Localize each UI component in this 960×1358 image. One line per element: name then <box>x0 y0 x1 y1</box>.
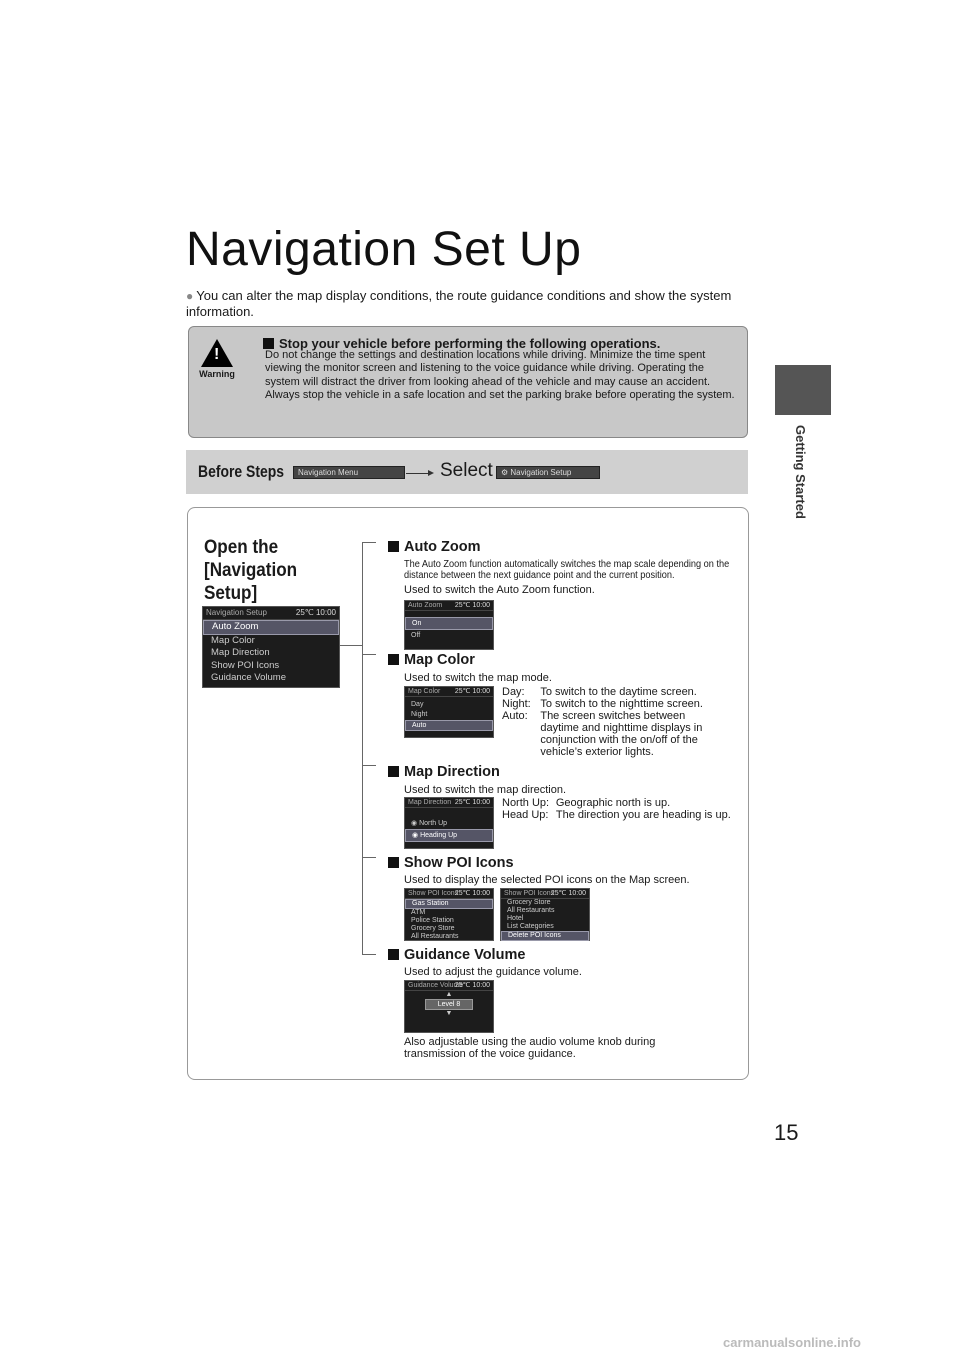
poi-screen-1: Show POI Icons 25℃ 10:00 Gas Station ATM Police Station Grocery Store All Restaurants <box>404 888 494 941</box>
guidance-volume-screen: Guidance Volume 25℃ 10:00 ▲ Level 8 ▼ <box>404 980 494 1033</box>
warning-heading: Stop your vehicle before performing the following operations. <box>263 336 660 351</box>
connector-line <box>340 645 362 646</box>
heading-up-option[interactable]: ◉ Heading Up <box>405 829 493 842</box>
menu-auto-zoom[interactable]: Auto Zoom <box>203 620 339 635</box>
auto-zoom-on-option[interactable]: On <box>405 617 493 630</box>
poi-all-restaurants[interactable]: All Restaurants <box>411 933 459 940</box>
screen-time: 25℃ 10:00 <box>295 608 336 617</box>
auto-zoom-off-option[interactable]: Off <box>411 632 421 639</box>
map-direction-heading: Map Direction <box>388 764 500 780</box>
poi-grocery-store[interactable]: Grocery Store <box>411 925 455 932</box>
before-steps-label: Before Steps <box>198 462 284 481</box>
poi-list-categories[interactable]: List Categories <box>507 923 554 930</box>
connector-line <box>362 542 376 543</box>
guidance-volume-heading: Guidance Volume <box>388 947 525 963</box>
square-bullet-icon <box>388 857 399 868</box>
warning-box <box>188 326 748 438</box>
auto-zoom-screen: Auto Zoom 25℃ 10:00 On Off <box>404 600 494 650</box>
select-label: Select <box>440 460 493 481</box>
auto-zoom-description: The Auto Zoom function automatically switches the map scale depending on the distance between the next guidance point and the current position. <box>404 559 730 581</box>
navigation-menu-chip: Navigation Menu <box>293 466 405 479</box>
screen-title: Navigation Setup <box>206 608 267 617</box>
auto-zoom-usage: Used to switch the Auto Zoom function. <box>404 584 595 596</box>
map-direction-screen: Map Direction 25℃ 10:00 ◉ North Up ◉ Heading Up <box>404 797 494 849</box>
square-bullet-icon <box>263 338 274 349</box>
compass-icon: ◉ <box>412 832 421 839</box>
connector-line <box>362 954 376 955</box>
navigation-setup-chip: ⚙ Navigation Setup <box>496 466 600 479</box>
map-color-usage: Used to switch the map mode. <box>404 672 552 684</box>
bullet-icon: ● <box>186 289 194 303</box>
map-color-heading: Map Color <box>388 652 475 668</box>
navigation-setup-screen <box>202 606 340 688</box>
warning-body: Do not change the settings and destination locations while driving. Minimize the time spent viewing the monitor screen and listening to the voice guidance while driving. Operating the system will distract the driver from looking ahead of the vehicle and may cause an accident. Always stop the vehicle in a safe location and set the parking brake before operating the system. <box>265 349 735 401</box>
warning-label: Warning <box>199 369 235 379</box>
menu-show-poi-icons[interactable]: Show POI Icons <box>211 659 280 671</box>
poi-hotel[interactable]: Hotel <box>507 915 524 922</box>
volume-level: Level 8 <box>425 999 473 1010</box>
poi-screen-2: Show POI Icons 25℃ 10:00 Grocery Store All Restaurants Hotel List Categories Delete POI Icons <box>500 888 590 941</box>
poi-grocery-store[interactable]: Grocery Store <box>507 899 551 906</box>
square-bullet-icon <box>388 766 399 777</box>
connector-line <box>362 857 376 858</box>
guidance-volume-usage: Used to adjust the guidance volume. <box>404 966 582 978</box>
intro-text: ● You can alter the map display conditions, the route guidance conditions and show the system information. <box>186 288 732 319</box>
page-title: Navigation Set Up <box>186 223 582 276</box>
map-direction-options: North Up: Geographic north is up. Head Up: The direction you are heading is up. <box>502 797 731 821</box>
connector-line <box>362 765 376 766</box>
page-number: 15 <box>774 1120 799 1145</box>
map-color-night-option[interactable]: Night <box>411 711 428 718</box>
menu-map-direction[interactable]: Map Direction <box>211 647 270 658</box>
content-panel <box>187 507 749 1080</box>
menu-map-color[interactable]: Map Color <box>211 634 255 646</box>
guidance-volume-note: Also adjustable using the audio volume knob during transmission of the voice guidance. <box>404 1036 656 1060</box>
map-color-screen: Map Color 25℃ 10:00 Day Night Auto <box>404 686 494 738</box>
map-direction-usage: Used to switch the map direction. <box>404 784 567 796</box>
north-up-option[interactable]: ◉ North Up <box>411 820 448 827</box>
section-tab <box>775 365 831 415</box>
compass-icon: ◉ <box>411 820 420 827</box>
poi-usage: Used to display the selected POI icons on the Map screen. <box>404 874 690 886</box>
square-bullet-icon <box>388 654 399 665</box>
map-color-auto-option[interactable]: Auto <box>405 720 493 731</box>
poi-delete-icons[interactable]: Delete POI Icons <box>501 931 589 941</box>
arrow-icon <box>406 473 432 474</box>
poi-heading: Show POI Icons <box>388 855 514 871</box>
menu-guidance-volume[interactable]: Guidance Volume <box>211 672 286 683</box>
connector-line <box>362 654 376 655</box>
warning-icon: ! Warning <box>199 339 235 379</box>
map-color-options: Day: To switch to the daytime screen. Night: To switch to the nighttime screen. Auto: The screen switches between daytime and nighttime displays in conjunction with the on/off of the vehicle’s exterior lights. <box>502 686 703 758</box>
section-label: Getting Started <box>793 425 808 519</box>
poi-police-station[interactable]: Police Station <box>411 917 454 924</box>
poi-all-restaurants[interactable]: All Restaurants <box>507 907 555 914</box>
square-bullet-icon <box>388 541 399 552</box>
poi-gas-station[interactable]: Gas Station <box>405 899 493 909</box>
before-steps-bar <box>186 450 748 494</box>
square-bullet-icon <box>388 949 399 960</box>
poi-atm[interactable]: ATM <box>411 909 426 916</box>
volume-up-icon[interactable]: ▲ <box>445 991 453 998</box>
auto-zoom-heading: Auto Zoom <box>388 539 481 555</box>
connector-line <box>362 542 363 954</box>
volume-down-icon[interactable]: ▼ <box>445 1010 453 1017</box>
watermark: carmanualsonline.info <box>723 1335 861 1350</box>
open-title: Open the [Navigation Setup] <box>204 537 298 604</box>
map-color-day-option[interactable]: Day <box>411 701 424 708</box>
